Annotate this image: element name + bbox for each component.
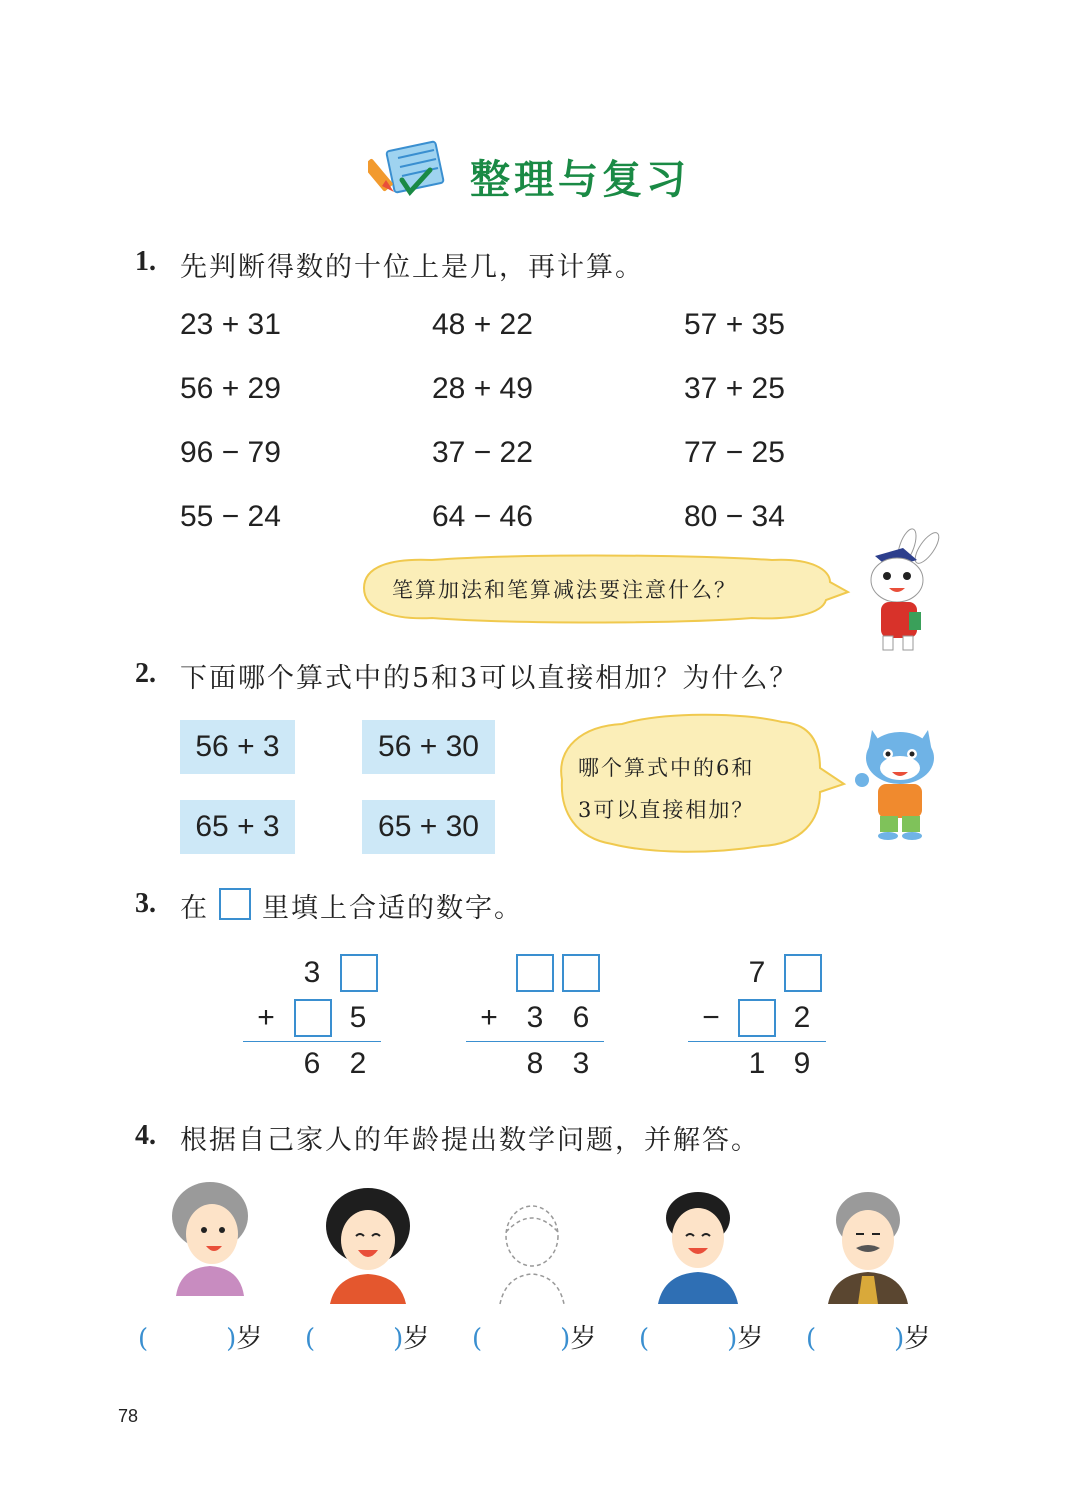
page-number: 78: [118, 1406, 139, 1426]
digit: 1: [748, 1047, 766, 1080]
equation-card: 56 + 3: [180, 720, 295, 774]
expression: 55 − 24: [180, 500, 281, 533]
difference-line: [688, 1041, 826, 1042]
answer-box[interactable]: [738, 999, 776, 1037]
age-blank[interactable]: ( )岁: [639, 1324, 764, 1354]
bubble-text-line-2: 3可以直接相加？: [578, 798, 755, 822]
answer-box[interactable]: [516, 954, 554, 992]
equation-card: 56 + 30: [362, 720, 495, 774]
grandmother-portrait: [160, 1178, 260, 1296]
digit: 8: [526, 1047, 544, 1080]
expression: 96 − 79: [180, 436, 281, 469]
expression: 37 + 25: [684, 372, 785, 405]
title-icon: [368, 140, 448, 200]
digit: 9: [793, 1047, 811, 1080]
expression: 80 − 34: [684, 500, 785, 533]
q3-number: 3.: [135, 888, 156, 919]
expression: 56 + 29: [180, 372, 281, 405]
expression: 48 + 22: [432, 308, 533, 341]
expression: 23 + 31: [180, 308, 281, 341]
bubble-text: 笔算加法和笔算减法要注意什么？: [392, 578, 737, 602]
grandfather-portrait: [818, 1186, 918, 1304]
expression: 77 − 25: [684, 436, 785, 469]
expression: 28 + 49: [432, 372, 533, 405]
digit: 3: [526, 1001, 544, 1034]
blank-person-outline: [492, 1196, 572, 1306]
q2-text: 下面哪个算式中的5和3可以直接相加？为什么？: [180, 663, 799, 694]
equation-card: 65 + 30: [362, 800, 495, 854]
digit: 2: [349, 1047, 367, 1080]
q1-number: 1.: [135, 246, 156, 277]
expression: 64 − 46: [432, 500, 533, 533]
cat-character: [850, 718, 945, 843]
digit: 3: [303, 956, 321, 989]
sum-line: [466, 1041, 604, 1042]
sum-line: [243, 1041, 381, 1042]
operator: +: [257, 1001, 275, 1034]
q4-number: 4.: [135, 1120, 156, 1151]
q3-text-before: 在: [180, 893, 209, 924]
page-title: 整理与复习: [470, 157, 690, 203]
q2-number: 2.: [135, 658, 156, 689]
answer-box[interactable]: [340, 954, 378, 992]
answer-box[interactable]: [784, 954, 822, 992]
q1-text: 先判断得数的十位上是几，再计算。: [180, 252, 644, 283]
answer-box[interactable]: [294, 999, 332, 1037]
expression: 57 + 35: [684, 308, 785, 341]
age-blank[interactable]: ( )岁: [138, 1324, 263, 1354]
expression: 37 − 22: [432, 436, 533, 469]
digit: 6: [572, 1001, 590, 1034]
answer-box[interactable]: [562, 954, 600, 992]
q4-text: 根据自己家人的年龄提出数学问题，并解答。: [180, 1125, 760, 1156]
digit: 5: [349, 1001, 367, 1034]
digit: 6: [303, 1047, 321, 1080]
age-blank[interactable]: ( )岁: [305, 1324, 430, 1354]
bubble-text-line-1: 哪个算式中的6和: [578, 756, 755, 780]
rabbit-character: [855, 528, 950, 653]
operator: +: [480, 1001, 498, 1034]
operator: −: [702, 1001, 720, 1034]
father-portrait: [648, 1186, 748, 1304]
digit: 3: [572, 1047, 590, 1080]
age-blank[interactable]: ( )岁: [806, 1324, 931, 1354]
q3-text-after: 里填上合适的数字。: [262, 893, 523, 924]
age-blank[interactable]: ( )岁: [472, 1324, 597, 1354]
blank-box-sample: [219, 888, 251, 920]
digit: 2: [793, 1001, 811, 1034]
mother-portrait: [318, 1186, 418, 1304]
speech-bubble: [552, 708, 852, 858]
digit: 7: [748, 956, 766, 989]
equation-card: 65 + 3: [180, 800, 295, 854]
